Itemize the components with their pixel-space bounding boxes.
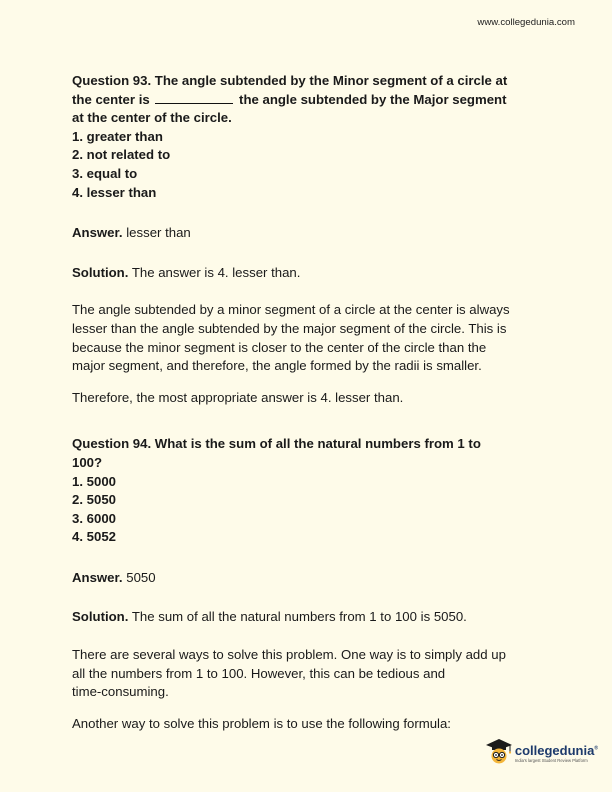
document-body xyxy=(72,72,552,733)
q93-answer-text: lesser than xyxy=(122,225,191,241)
q93-expl-line2: lesser than the angle subtended by the major segment of the circle. This is xyxy=(72,320,507,336)
q94-expl-line3: time-consuming. xyxy=(72,684,169,700)
q94-expl-line1: There are several ways to solve this problem. One way is to simply add up xyxy=(72,647,506,663)
answer-blank xyxy=(155,93,233,104)
q93-expl-line1: The angle subtended by a minor segment of a circle at the center is always xyxy=(72,302,510,318)
question-93 xyxy=(72,72,552,407)
q93-answer xyxy=(72,224,552,243)
q93-options xyxy=(72,128,552,202)
q93-line3: at the center of the circle. xyxy=(72,110,232,126)
q93-expl-line3: because the minor segment is closer to the center of the circle than the xyxy=(72,339,487,355)
q94-solution-label: Solution. xyxy=(72,609,129,625)
question-93-title xyxy=(72,72,552,128)
q94-expl-line2: all the numbers from 1 to 100. However, this can be tedious and xyxy=(72,665,446,681)
q93-expl-line4: major segment, and therefore, the angle formed by the radii is smaller. xyxy=(72,358,482,374)
logo-text xyxy=(515,744,598,763)
q94-explanation xyxy=(72,646,552,702)
q94-formula-intro: Another way to solve this problem is to use the following formula: xyxy=(72,715,451,731)
q93-option-2: 2. not related to xyxy=(72,147,171,163)
q94-answer-text: 5050 xyxy=(122,569,156,585)
q93-line2b: the angle subtended by the Major segment xyxy=(239,91,507,107)
q94-solution-text: The sum of all the natural numbers from 1 to 100 is 5050. xyxy=(128,609,467,625)
q94-line2: 100? xyxy=(72,454,103,470)
site-url[interactable]: www.collegedunia.com xyxy=(477,17,575,28)
q93-answer-label: Answer. xyxy=(72,225,123,241)
q93-line2a: the center is xyxy=(72,91,150,107)
q94-option-2: 2. 5050 xyxy=(72,492,116,508)
q94-option-4: 4. 5052 xyxy=(72,529,116,545)
question-94 xyxy=(72,435,552,733)
q94-option-1: 1. 5000 xyxy=(72,473,116,489)
q94-answer xyxy=(72,569,552,588)
q93-option-3: 3. equal to xyxy=(72,165,138,181)
logo-brand: collegedunia® xyxy=(514,742,598,758)
q93-option-1: 1. greater than xyxy=(72,128,163,144)
q93-solution-text: The answer is 4. lesser than. xyxy=(128,264,301,280)
q93-explanation xyxy=(72,301,552,375)
q93-line1: Question 93. The angle subtended by the Minor segment of a circle at xyxy=(72,73,508,88)
q94-option-3: 3. 6000 xyxy=(72,510,116,526)
collegedunia-logo[interactable] xyxy=(485,737,598,770)
q93-solution-label: Solution. xyxy=(72,264,129,280)
q93-solution xyxy=(72,264,552,283)
q94-options xyxy=(72,473,552,547)
q94-answer-label: Answer. xyxy=(72,569,123,585)
logo-tagline: India's largest Student Review Platform xyxy=(514,757,588,763)
q93-option-4: 4. lesser than xyxy=(72,184,157,200)
graduate-mascot-icon xyxy=(485,737,513,770)
q93-conclusion: Therefore, the most appropriate answer is 4. lesser than. xyxy=(72,389,404,405)
q94-solution xyxy=(72,608,552,627)
question-94-title xyxy=(72,435,552,472)
q94-line1: Question 94. What is the sum of all the natural numbers from 1 to xyxy=(72,436,481,452)
